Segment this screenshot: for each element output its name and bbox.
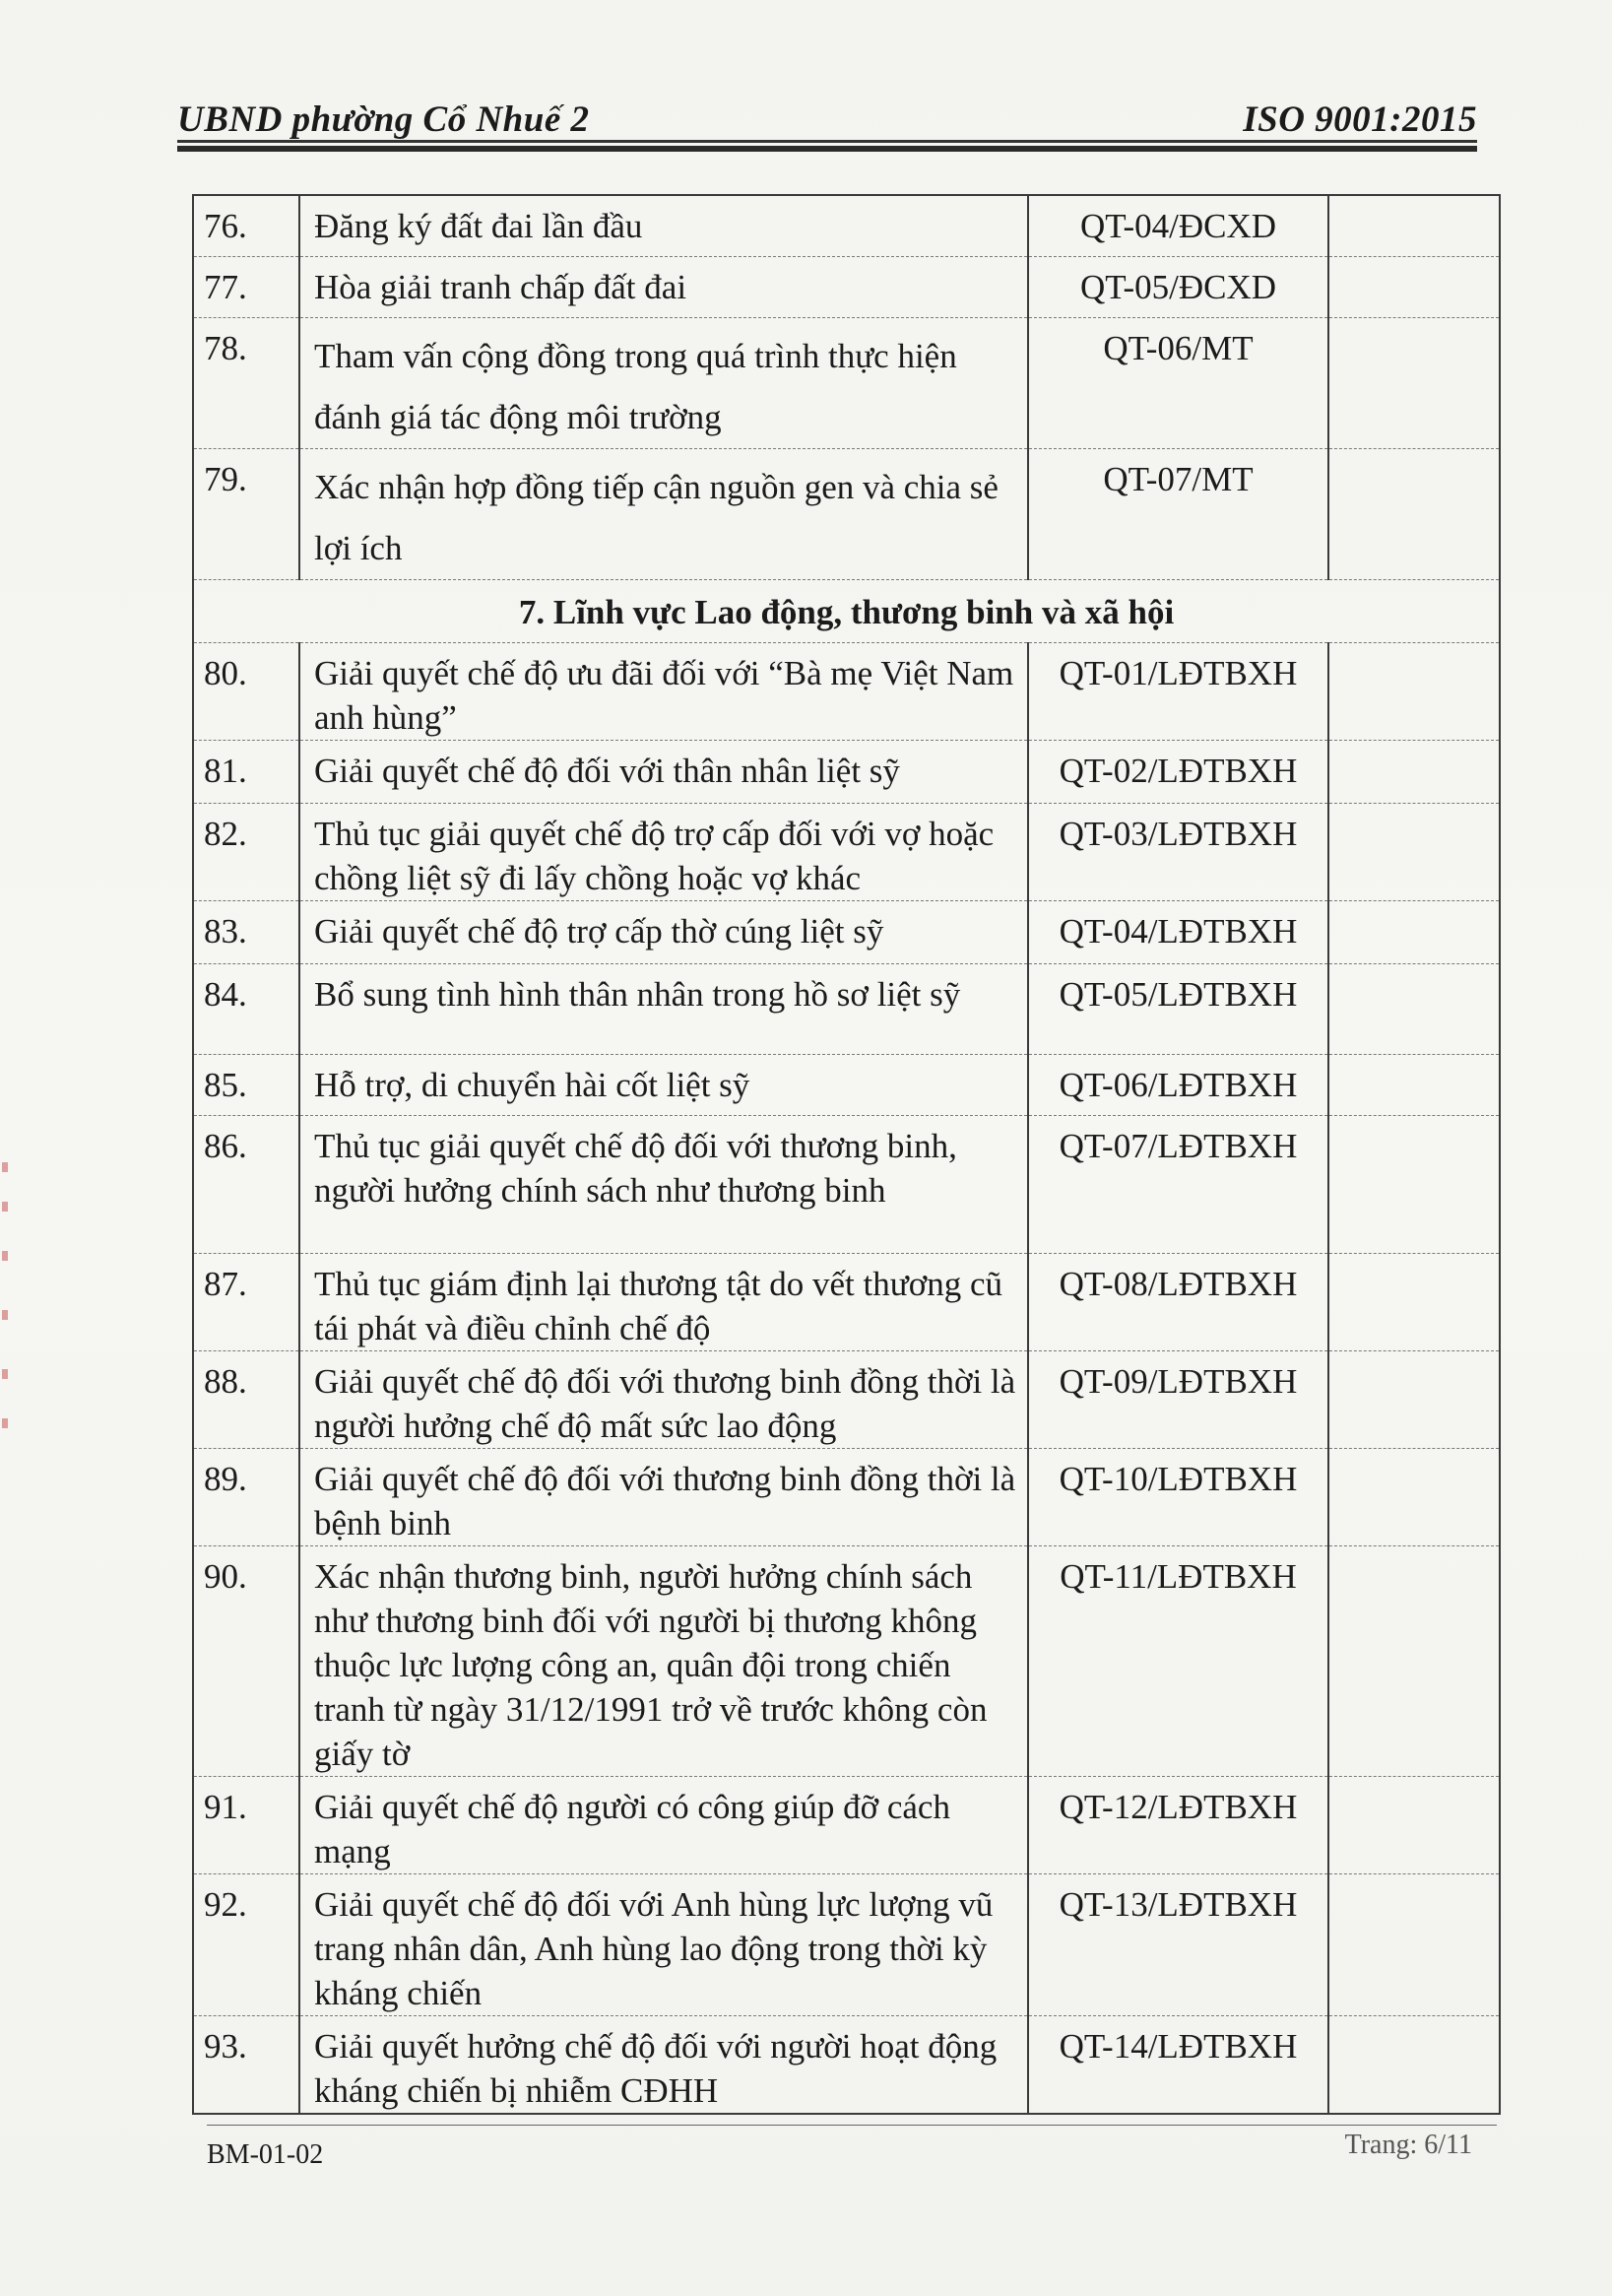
header-rule bbox=[177, 140, 1477, 143]
section-row bbox=[193, 579, 1500, 642]
procedure-code: QT-14/LĐTBXH bbox=[1028, 2015, 1328, 2114]
row-number: 87. bbox=[193, 1253, 299, 1350]
procedure-name: Hỗ trợ, di chuyển hài cốt liệt sỹ bbox=[299, 1054, 1028, 1115]
table-row bbox=[193, 740, 1500, 803]
procedure-name: Hòa giải tranh chấp đất đai bbox=[299, 256, 1028, 317]
note-cell bbox=[1328, 1054, 1500, 1115]
table-row bbox=[193, 448, 1500, 579]
procedure-code: QT-03/LĐTBXH bbox=[1028, 803, 1328, 900]
procedure-name: Giải quyết hưởng chế độ đối với người hoạt động kháng chiến bị nhiễm CĐHH bbox=[299, 2015, 1028, 2114]
note-cell bbox=[1328, 256, 1500, 317]
procedure-name: Giải quyết chế độ ưu đãi đối với “Bà mẹ Việt Nam anh hùng” bbox=[299, 642, 1028, 740]
note-cell bbox=[1328, 1350, 1500, 1448]
row-number: 89. bbox=[193, 1448, 299, 1545]
iso-standard: ISO 9001:2015 bbox=[1243, 99, 1477, 140]
procedure-name: Giải quyết chế độ trợ cấp thờ cúng liệt sỹ bbox=[299, 900, 1028, 963]
procedure-name: Giải quyết chế độ đối với Anh hùng lực lượng vũ trang nhân dân, Anh hùng lao động trong thời kỳ kháng chiến bbox=[299, 1873, 1028, 2015]
note-cell bbox=[1328, 803, 1500, 900]
note-cell bbox=[1328, 448, 1500, 579]
note-cell bbox=[1328, 317, 1500, 448]
note-cell bbox=[1328, 900, 1500, 963]
row-number: 92. bbox=[193, 1873, 299, 2015]
procedure-code: QT-01/LĐTBXH bbox=[1028, 642, 1328, 740]
header-rule-thick bbox=[177, 146, 1477, 152]
note-cell bbox=[1328, 195, 1500, 256]
row-number: 77. bbox=[193, 256, 299, 317]
procedure-name: Giải quyết chế độ người có công giúp đỡ cách mạng bbox=[299, 1776, 1028, 1873]
table-row bbox=[193, 963, 1500, 1054]
procedure-code: QT-04/ĐCXD bbox=[1028, 195, 1328, 256]
procedure-name: Giải quyết chế độ đối với thương binh đồng thời là người hưởng chế độ mất sức lao động bbox=[299, 1350, 1028, 1448]
stamp-edge-marks bbox=[0, 1162, 14, 1458]
row-number: 80. bbox=[193, 642, 299, 740]
row-number: 85. bbox=[193, 1054, 299, 1115]
table-row bbox=[193, 2015, 1500, 2114]
procedure-name: Giải quyết chế độ đối với thương binh đồng thời là bệnh binh bbox=[299, 1448, 1028, 1545]
procedure-code: QT-12/LĐTBXH bbox=[1028, 1776, 1328, 1873]
footer-rule bbox=[207, 2125, 1497, 2126]
procedure-name: Xác nhận thương binh, người hưởng chính sách như thương binh đối với người bị thương không thuộc lực lượng công an, quân đội trong chiến tranh từ ngày 31/12/1991 trở về trước không còn giấy tờ bbox=[299, 1545, 1028, 1776]
table-row bbox=[193, 803, 1500, 900]
procedure-name: Thủ tục giải quyết chế độ đối với thương binh, người hưởng chính sách như thương binh bbox=[299, 1115, 1028, 1253]
table-row bbox=[193, 256, 1500, 317]
procedure-name: Đăng ký đất đai lần đầu bbox=[299, 195, 1028, 256]
page-number: Trang: 6/11 bbox=[1344, 2130, 1472, 2160]
row-number: 93. bbox=[193, 2015, 299, 2114]
row-number: 86. bbox=[193, 1115, 299, 1253]
note-cell bbox=[1328, 1448, 1500, 1545]
procedure-code: QT-04/LĐTBXH bbox=[1028, 900, 1328, 963]
note-cell bbox=[1328, 1776, 1500, 1873]
table-row bbox=[193, 1253, 1500, 1350]
procedure-code: QT-10/LĐTBXH bbox=[1028, 1448, 1328, 1545]
table-row bbox=[193, 1115, 1500, 1253]
section-title: 7. Lĩnh vực Lao động, thương binh và xã hội bbox=[193, 579, 1500, 642]
note-cell bbox=[1328, 642, 1500, 740]
table-row bbox=[193, 900, 1500, 963]
row-number: 83. bbox=[193, 900, 299, 963]
table-row bbox=[193, 195, 1500, 256]
note-cell bbox=[1328, 740, 1500, 803]
note-cell bbox=[1328, 1115, 1500, 1253]
procedure-code: QT-09/LĐTBXH bbox=[1028, 1350, 1328, 1448]
row-number: 79. bbox=[193, 448, 299, 579]
table-row bbox=[193, 1873, 1500, 2015]
row-number: 88. bbox=[193, 1350, 299, 1448]
procedure-code: QT-07/MT bbox=[1028, 448, 1328, 579]
procedure-name: Bổ sung tình hình thân nhân trong hồ sơ liệt sỹ bbox=[299, 963, 1028, 1054]
organization-name: UBND phường Cổ Nhuế 2 bbox=[177, 99, 590, 140]
procedure-name: Thủ tục giám định lại thương tật do vết thương cũ tái phát và điều chỉnh chế độ bbox=[299, 1253, 1028, 1350]
table-row bbox=[193, 1776, 1500, 1873]
note-cell bbox=[1328, 2015, 1500, 2114]
note-cell bbox=[1328, 1253, 1500, 1350]
procedure-name: Tham vấn cộng đồng trong quá trình thực hiện đánh giá tác động môi trường bbox=[299, 317, 1028, 448]
procedure-code: QT-06/LĐTBXH bbox=[1028, 1054, 1328, 1115]
procedure-name: Giải quyết chế độ đối với thân nhân liệt sỹ bbox=[299, 740, 1028, 803]
table-row bbox=[193, 1350, 1500, 1448]
row-number: 84. bbox=[193, 963, 299, 1054]
row-number: 76. bbox=[193, 195, 299, 256]
procedure-code: QT-06/MT bbox=[1028, 317, 1328, 448]
procedure-code: QT-07/LĐTBXH bbox=[1028, 1115, 1328, 1253]
note-cell bbox=[1328, 1873, 1500, 2015]
table-row bbox=[193, 1054, 1500, 1115]
procedure-code: QT-13/LĐTBXH bbox=[1028, 1873, 1328, 2015]
row-number: 90. bbox=[193, 1545, 299, 1776]
procedure-name: Xác nhận hợp đồng tiếp cận nguồn gen và chia sẻ lợi ích bbox=[299, 448, 1028, 579]
table-row bbox=[193, 642, 1500, 740]
procedure-code: QT-05/ĐCXD bbox=[1028, 256, 1328, 317]
row-number: 78. bbox=[193, 317, 299, 448]
procedure-code: QT-08/LĐTBXH bbox=[1028, 1253, 1328, 1350]
row-number: 82. bbox=[193, 803, 299, 900]
table-row bbox=[193, 1448, 1500, 1545]
note-cell bbox=[1328, 963, 1500, 1054]
procedure-code: QT-11/LĐTBXH bbox=[1028, 1545, 1328, 1776]
row-number: 81. bbox=[193, 740, 299, 803]
procedure-code: QT-05/LĐTBXH bbox=[1028, 963, 1328, 1054]
procedure-table bbox=[192, 194, 1501, 2115]
procedure-code: QT-02/LĐTBXH bbox=[1028, 740, 1328, 803]
note-cell bbox=[1328, 1545, 1500, 1776]
procedure-name: Thủ tục giải quyết chế độ trợ cấp đối với vợ hoặc chồng liệt sỹ đi lấy chồng hoặc vợ khác bbox=[299, 803, 1028, 900]
table-row bbox=[193, 1545, 1500, 1776]
form-code: BM-01-02 bbox=[207, 2139, 324, 2170]
row-number: 91. bbox=[193, 1776, 299, 1873]
table-row bbox=[193, 317, 1500, 448]
